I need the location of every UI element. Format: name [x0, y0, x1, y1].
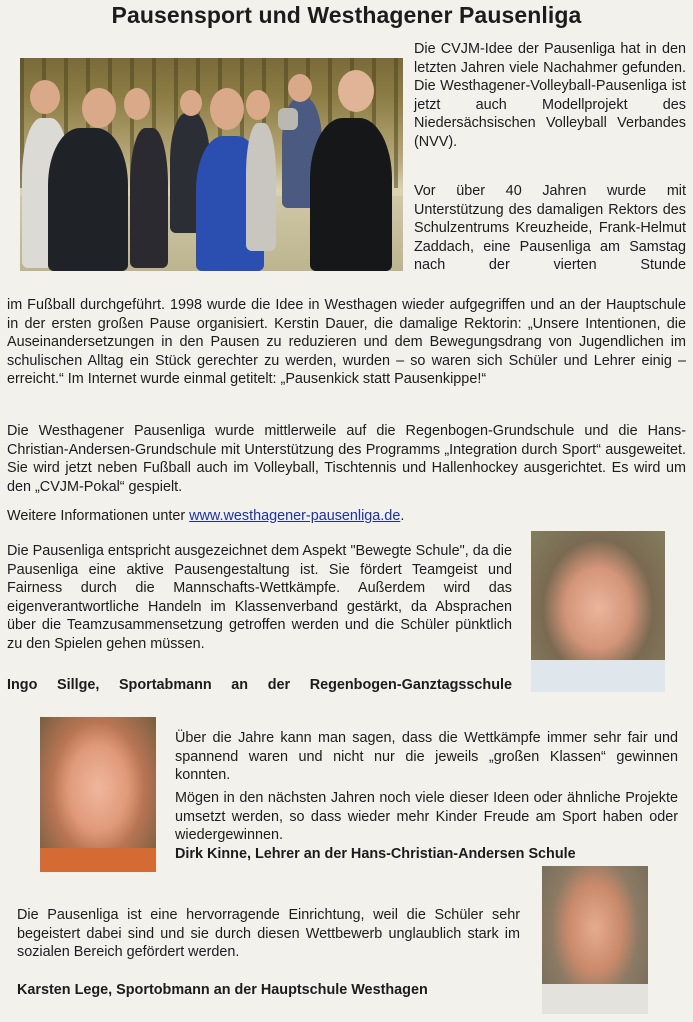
- quote-2-text-continued: Mögen in den nächsten Jahren noch viele dieser Ideen oder ähnliche Projekte umsetzt werden, so dass wieder mehr Kinder Freude am Sport haben oder wiedergewinnen.: [175, 790, 678, 844]
- intro-paragraph-3: Die Westhagener Pausenliga wurde mittlerweile auf die Regenbogen-Grundschule und die Hans-Christian-Andersen-Grundschule mit Unterstützung des Programms „Integration durch Sport“ ausgeweitet. Sie wird jetzt neben Fußball auch im Volleyball, Tischtennis und Hallenhockey ausgerichtet. Es wird um den „CVJM-Pokal“ gespielt.: [7, 423, 686, 495]
- trophy-ceremony-photo: [20, 58, 403, 271]
- portrait-dirk-kinne: [40, 717, 156, 872]
- page-title: Pausensport und Westhagener Pausenliga: [111, 2, 582, 28]
- quote-3-text: Die Pausenliga ist eine hervorragende Einrichtung, weil die Schüler sehr begeistert dabei sind und sie durch diesen Wettbewerb unglaublich stark im sozialen Bereich gefördert werden.: [17, 907, 520, 961]
- portrait-ingo-sillge: [531, 531, 665, 692]
- intro-paragraph-2-full: im Fußball durchgeführt. 1998 wurde die Idee in Westhagen wieder aufgegriffen und an der Hauptschule in der ersten großen Pause organisiert. Kerstin Dauer, die damalige Rektorin: „Unsere Intentionen, die Auseinandersetzungen in den Pausen zu reduzieren und dem Bewegungsdrang von Jugendlichen im schulischen Alltag ein Stück gerechter zu werden, wurden – so waren sich Schüler und Lehrer einig – erreicht.“ Im Internet wurde einmal getitelt: „Pausenkick statt Pausenkippe!“: [7, 297, 686, 388]
- more-info-line: [7, 507, 686, 526]
- quote-1-text: Die Pausenliga entspricht ausgezeichnet dem Aspekt "Bewegte Schule", da die Pausenliga eine aktive Pausengestaltung ist. Sie fördert Teamgeist und Fairness durch die Mannschafts-Wettkämpfe. Außerdem wird das eigenverantwortliche Handeln im Klassenverband gestärkt, da Absprachen über die Teamzusammensetzung getroffen werden und die Schüler pünktlich zu den Spielen gehen müssen.: [7, 543, 512, 652]
- more-info-suffix: .: [400, 508, 405, 524]
- quote-1-signature: Ingo Sillge, Sportabmann an der Regenbogen-Ganztagsschule: [7, 677, 512, 693]
- quote-2-text: Über die Jahre kann man sagen, dass die Wettkämpfe immer sehr fair und spannend waren und nicht nur die jeweils „großen Klassen“ gewinnen konnten.: [175, 730, 678, 784]
- quote-2-signature: Dirk Kinne, Lehrer an der Hans-Christian-Andersen Schule: [175, 846, 576, 862]
- intro-paragraph-1: Die CVJM-Idee der Pausenliga hat in den letzten Jahren viele Nachahmer gefunden. Die Westhagener-Volleyball-Pausenliga ist jetzt auch Modellprojekt des Niedersächsischen Volleyball Verbandes (NVV).: [414, 41, 686, 150]
- more-info-prefix: Weitere Informationen unter: [7, 508, 190, 524]
- portrait-karsten-lege: [542, 866, 648, 1014]
- intro-paragraph-2-side: Vor über 40 Jahren wurde mit Unterstützung des damaligen Rektors des Schulzentrums Kreuzheide, Frank-Helmut Zaddach, eine Pausenliga am Samstag nach der vierten Stunde: [414, 183, 686, 274]
- website-link[interactable]: www.westhagener-pausenliga.de: [189, 508, 401, 524]
- quote-3-signature: Karsten Lege, Sportobmann an der Hauptschule Westhagen: [17, 982, 428, 998]
